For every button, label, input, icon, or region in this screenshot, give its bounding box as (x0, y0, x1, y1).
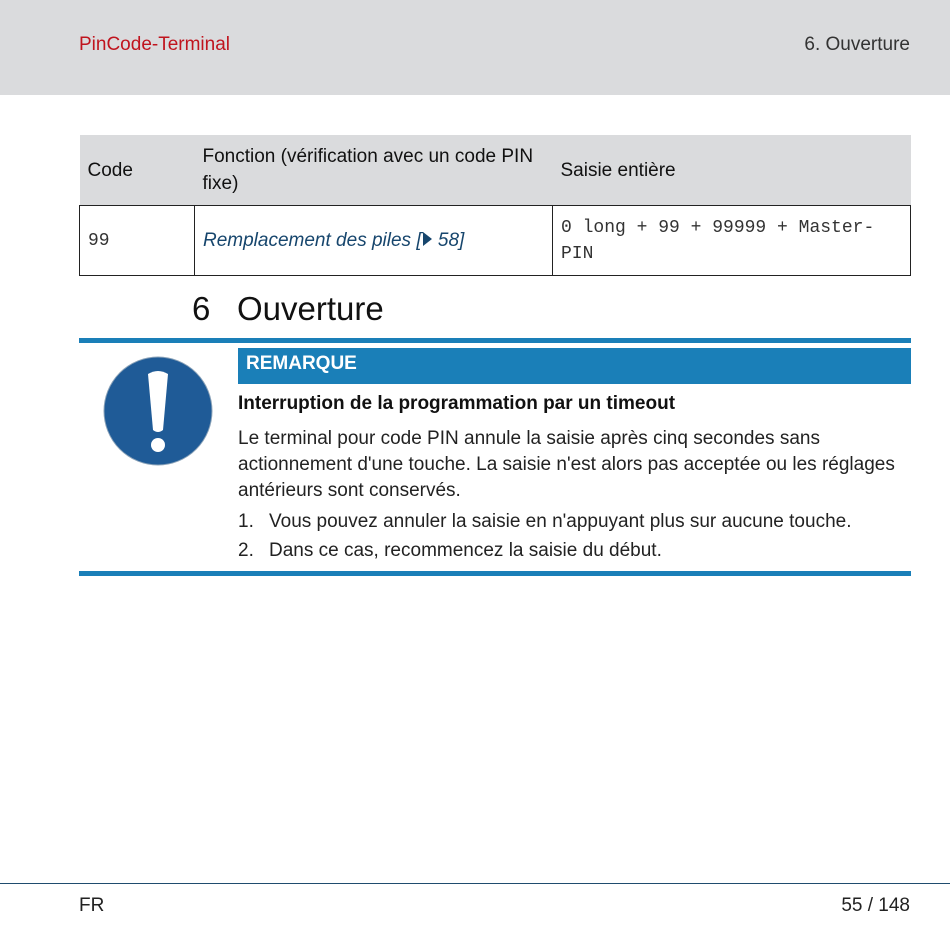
step-text: Dans ce cas, recommencez la saisie du début. (269, 540, 662, 561)
product-name: PinCode-Terminal (79, 34, 231, 55)
language-code: FR (79, 895, 105, 916)
notice-top-rule (79, 338, 911, 343)
code-table (79, 135, 911, 276)
notice-label: REMARQUE (238, 348, 911, 384)
section-title: Ouverture (237, 290, 384, 327)
page-header (0, 0, 950, 95)
column-header-function: Fonction (vérification avec un code PIN fixe) (195, 135, 553, 206)
notice-steps (238, 507, 938, 565)
exclamation-icon (103, 356, 213, 466)
cell-function[interactable] (195, 206, 553, 276)
list-item (238, 536, 938, 565)
step-text: Vous pouvez annuler la saisie en n'appuyant plus sur aucune touche. (269, 511, 852, 532)
list-item (238, 507, 938, 536)
step-number: 1. (238, 511, 254, 532)
column-header-code: Code (80, 135, 195, 206)
notice-body: Le terminal pour code PIN annule la saisie après cinq secondes sans actionnement d'une touche. La saisie n'est alors pas acceptée ou les réglages antérieurs sont conservés. (238, 428, 895, 501)
arrow-right-icon (422, 231, 433, 247)
table-header-row (80, 135, 911, 206)
column-header-input: Saisie entière (553, 135, 911, 206)
footer-rule (0, 883, 950, 884)
section-number: 6 (192, 290, 211, 327)
chapter-title: 6. Ouverture (804, 34, 910, 55)
cell-code: 99 (80, 206, 195, 276)
step-number: 2. (238, 540, 254, 561)
link-label: Remplacement des piles [ (203, 229, 422, 251)
page-number: 55 / 148 (841, 895, 910, 916)
link-page-ref: 58] (437, 229, 465, 251)
cell-input: 0 long + 99 + 99999 + Master-PIN (553, 206, 911, 276)
notice-bottom-rule (79, 571, 911, 576)
battery-replacement-link[interactable] (203, 230, 464, 251)
table-row (80, 206, 911, 276)
notice-heading: Interruption de la programmation par un timeout (238, 393, 676, 414)
section-heading (192, 290, 384, 328)
